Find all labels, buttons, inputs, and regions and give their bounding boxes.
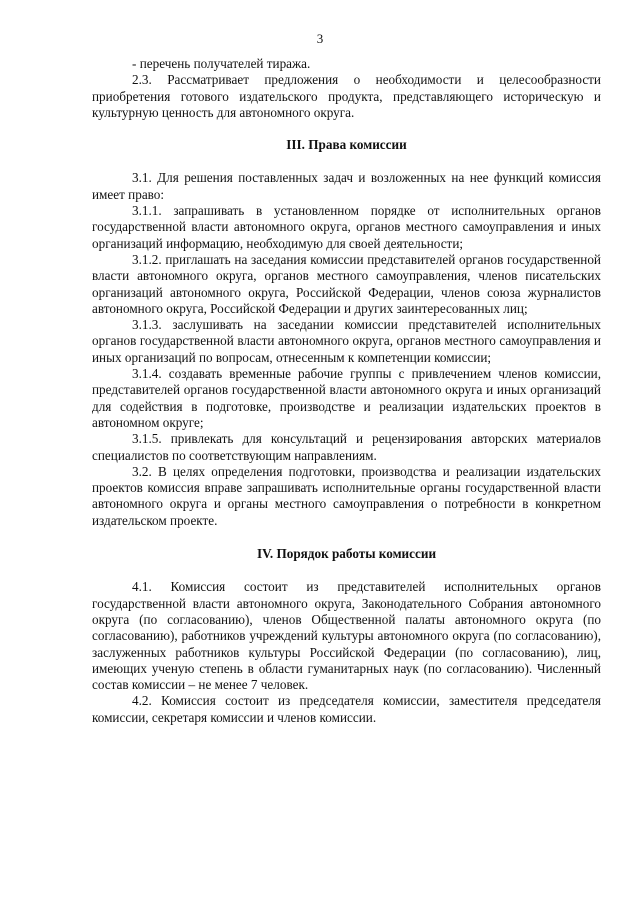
page-number: 3 [316, 31, 324, 46]
paragraph: - перечень получателей тиража. [132, 56, 311, 71]
document-body [92, 56, 601, 726]
paragraph: 3.1.5. привлекать для консультаций и рецензирования авторских материалов специалистов по соответствующим направлениям. [92, 431, 601, 463]
paragraph: 4.1. Комиссия состоит из представителей исполнительных органов государственной власти автономного округа, Законодательного Собрания автономного округа (по согласованию), членов Общественной палаты автономного округа (по согласованию), работников учреждений культуры автономного округа (по согласованию), заслуженных работников культуры Российской Федерации (по согласованию), лиц, имеющих ученую степень в области гуманитарных наук (по согласованию). Численный состав комиссии – не менее 7 человек. [92, 579, 601, 693]
paragraph: 3.1. Для решения поставленных задач и возложенных на нее функций комиссия имеет право: [92, 170, 601, 202]
paragraph: 3.1.1. запрашивать в установленном порядке от исполнительных органов государственной власти автономного округа, органов местного самоуправления и иных организаций информацию, необходимую для своей деятельности; [92, 203, 601, 251]
paragraph: 3.1.3. заслушивать на заседании комиссии представителей исполнительных органов государственной власти автономного округа, органов местного самоуправления и иных организаций по вопросам, отнесенным к компетенции комиссии; [92, 317, 601, 365]
section-heading: III. Права комиссии [286, 137, 407, 153]
paragraph: 4.2. Комиссия состоит из председателя комиссии, заместителя председателя комиссии, секретаря комиссии и членов комиссии. [92, 693, 601, 725]
paragraph: 3.1.4. создавать временные рабочие группы с привлечением членов комиссии, представителей органов государственной власти автономного округа и иных организаций для содействия в подготовке, производстве и реализации издательских проектов в автономном округе; [92, 366, 601, 430]
paragraph: 2.3. Рассматривает предложения о необходимости и целесообразности приобретения готового издательского продукта, представляющего историческую и культурную ценность для автономного округа. [92, 72, 601, 120]
paragraph: 3.1.2. приглашать на заседания комиссии представителей органов государственной власти автономного округа, органов местного самоуправления, членов писательских организаций автономного округа, Российской Федерации, членов союза журналистов автономного округа, Российской Федерации и других заинтересованных лиц; [92, 251, 601, 316]
section-heading: IV. Порядок работы комиссии [256, 546, 437, 562]
paragraph: 3.2. В целях определения подготовки, производства и реализации издательских проектов комиссия вправе запрашивать исполнительные органы государственной власти автономного округа и органы местного самоуправления о потребности в конкретном издательском проекте. [92, 463, 601, 528]
